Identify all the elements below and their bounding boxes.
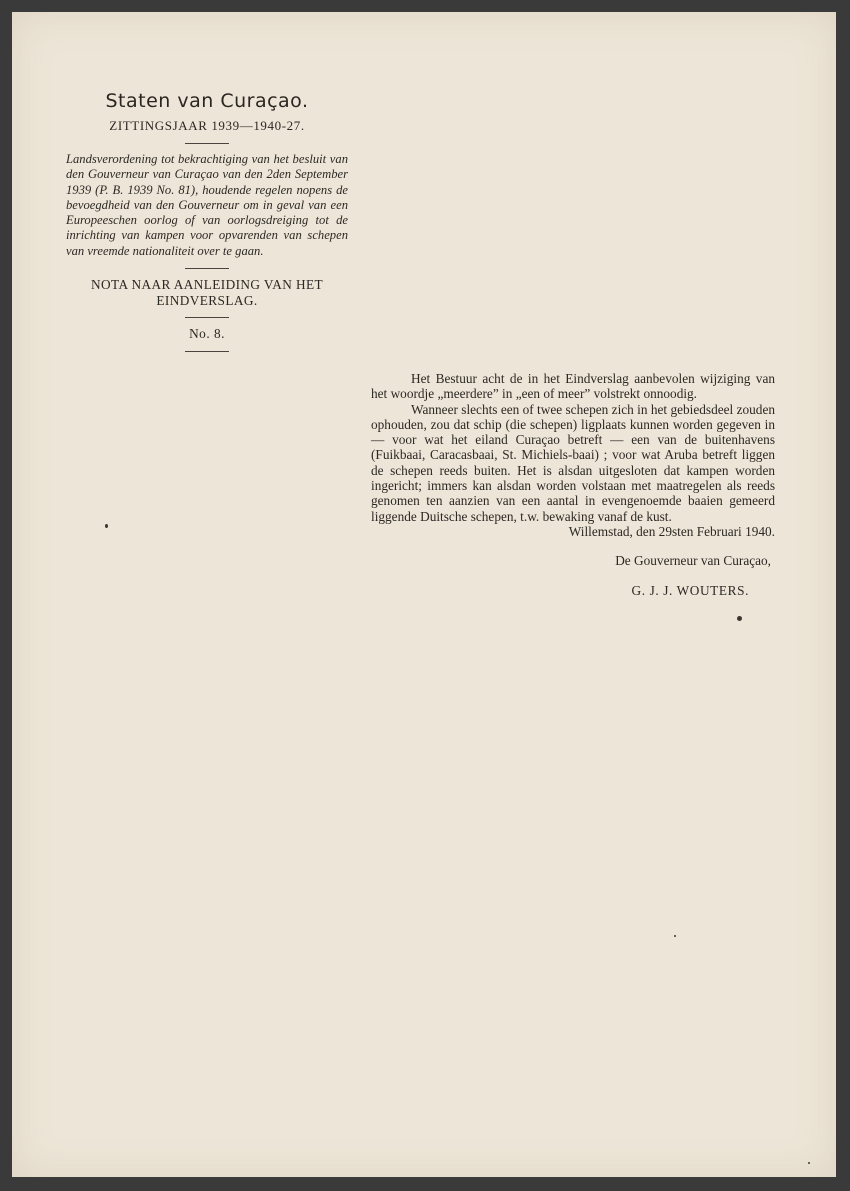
divider — [185, 351, 229, 352]
session-year: ZITTINGSJAAR 1939—1940-27. — [109, 118, 305, 133]
paper-speck — [737, 616, 742, 621]
header-column — [62, 90, 352, 360]
document-number: No. 8. — [189, 326, 225, 342]
place-date: Willemstad, den 29sten Februari 1940. — [568, 523, 775, 539]
signatory-name: G. J. J. WOUTERS. — [631, 582, 749, 598]
nota-heading: NOTA NAAR AANLEIDING VAN HET EINDVERSLAG. — [91, 277, 323, 308]
signatory-role: De Gouverneur van Curaçao, — [615, 553, 771, 569]
body-paragraph: Wanneer slechts een of twee schepen zich in het gebiedsdeel zouden ophouden, zou dat schip (die schepen) ligplaats kunnen worden gegeven in — voor wat het eiland Curaçao betreft — een van de buitenhavens (Fuikbaai, Caracasbaai, St. Michiels-baai) ; voor wat Aruba betreft liggen de schepen reeds buiten. Het is alsdan uitgesloten dat kampen worden ingericht; immers kan alsdan worden volstaan met maatregelen als reeds genomen ten aanzien van een aantal in evengenoemde baaien gemeerd liggende Duitsche schepen, t.w. bewaking vanaf de kust. — [371, 401, 775, 524]
body-column — [371, 371, 775, 598]
document-page — [12, 12, 836, 1177]
divider — [185, 268, 229, 269]
divider — [185, 317, 229, 318]
ordinance-summary: Landsverordening tot bekrachtiging van het besluit van den Gouverneur van Curaçao van den 2den September 1939 (P. B. 1939 No. 81), houdende regelen nopens de bevoegdheid van den Gouverneur om in geval van een Europeeschen oorlog of van oorlogsdreiging tot de inrichting van kampen voor opvarenden van schepen van vreemde nationaliteit over te gaan. — [66, 152, 348, 258]
paper-speck — [674, 935, 676, 937]
body-paragraph: Het Bestuur acht de in het Eindverslag aanbevolen wijziging van het woordje „meerdere” in „een of meer” volstrekt onnoodig. — [371, 371, 775, 402]
paper-speck — [105, 524, 108, 528]
paper-speck — [808, 1162, 810, 1164]
document-title: Staten van Curaçao. — [105, 90, 309, 112]
divider — [185, 143, 229, 144]
